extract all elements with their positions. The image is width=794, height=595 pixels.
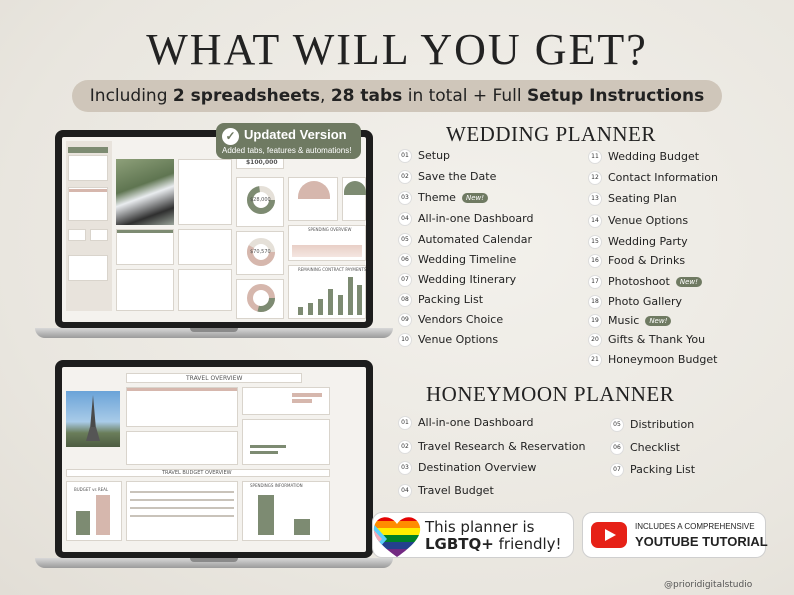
item-label: Photo Gallery: [608, 295, 683, 308]
item-label: Venue Options: [608, 214, 689, 227]
subtitle-text: ,: [320, 86, 331, 106]
item-label: Food & Drinks: [608, 254, 686, 267]
laptop-screen-frame: [55, 130, 373, 328]
list-item: [610, 417, 694, 433]
item-label: Distribution: [630, 418, 695, 431]
real-bar: [96, 495, 110, 535]
budget-table-card: [126, 481, 238, 541]
spending-chart-title: SPENDING OVERVIEW: [308, 227, 352, 232]
payments-chart-title: REMAINING CONTRACT PAYMENTS: [298, 267, 366, 272]
table-row: [130, 507, 234, 509]
check-icon: ✓: [222, 128, 239, 145]
list-item: [398, 292, 483, 308]
item-label: Seating Plan: [608, 192, 677, 205]
item-number: 07: [398, 273, 412, 287]
packing-progress: [250, 451, 278, 454]
new-badge: New!: [676, 277, 702, 287]
item-number: 03: [398, 461, 412, 475]
item-number: 18: [588, 295, 602, 309]
item-number: 11: [588, 150, 602, 164]
lgbtq-line2: friendly!: [493, 535, 562, 553]
list-item: [610, 440, 680, 456]
new-badge: New!: [462, 193, 488, 203]
item-number: 10: [398, 333, 412, 347]
youtube-tutorial-badge: [582, 512, 766, 558]
list-item: [588, 149, 699, 165]
lgbtq-line1: This planner is: [425, 518, 535, 536]
spending-area: [292, 245, 362, 257]
list-item: [398, 272, 516, 288]
category-donut-chart: [246, 283, 276, 313]
item-label: Wedding Budget: [608, 150, 700, 163]
spending-bar: [294, 519, 310, 535]
item-number: 01: [398, 416, 412, 430]
item-number: 16: [588, 254, 602, 268]
packing-progress: [250, 445, 286, 448]
info-header: [117, 230, 173, 233]
general-info-header: [127, 388, 237, 391]
subtitle-text: Including: [89, 86, 173, 106]
item-label: Packing List: [418, 293, 484, 306]
list-item: [588, 294, 682, 310]
item-number: 02: [398, 440, 412, 454]
wedding-planner-title: WEDDING PLANNER: [446, 122, 656, 146]
list-item: [588, 313, 671, 329]
item-number: 07: [610, 463, 624, 477]
item-label: Gifts & Thank You: [608, 333, 706, 346]
contacts-card: [178, 269, 232, 311]
remaining-value: $70,570: [250, 249, 271, 255]
progress-bar: [292, 399, 312, 403]
list-item: [398, 439, 585, 455]
subtitle-bold-spreadsheets: 2 spreadsheets: [172, 86, 321, 106]
contact-card: [126, 431, 238, 465]
list-item: [588, 213, 688, 229]
list-item: [588, 191, 677, 207]
item-label: Wedding Timeline: [418, 253, 517, 266]
item-number: 14: [588, 214, 602, 228]
item-label: Venue Options: [418, 333, 499, 346]
checklist-card: [178, 159, 232, 225]
youtube-play-icon: [591, 522, 627, 548]
spending-info-card: [242, 481, 330, 541]
payment-bar: [298, 307, 303, 315]
list-item: [398, 483, 494, 499]
calendar-card: [68, 155, 108, 181]
youtube-line2: YOUTUBE TUTORIAL: [635, 534, 768, 549]
eiffel-tower-icon: [66, 391, 120, 447]
list-item: [588, 274, 702, 290]
list-item: [588, 332, 705, 348]
list-item: [588, 170, 718, 186]
subtitle-bold-setup: Setup Instructions: [527, 86, 705, 106]
item-label: Vendors Choice: [418, 313, 504, 326]
item-number: 04: [398, 484, 412, 498]
budget-bar: [76, 511, 90, 535]
item-number: 02: [398, 170, 412, 184]
list-item: [398, 252, 516, 268]
item-label: Packing List: [630, 463, 696, 476]
table-row: [130, 491, 234, 493]
badge-subtitle: Added tabs, features & automations!: [222, 146, 352, 155]
item-number: 05: [398, 233, 412, 247]
eiffel-tower-photo: [66, 391, 120, 447]
list-item: [398, 148, 450, 164]
guest-card: [116, 269, 174, 311]
item-label: Automated Calendar: [418, 233, 533, 246]
list-item: [398, 332, 498, 348]
item-label: Photoshoot: [608, 275, 670, 288]
vendors-card: [178, 229, 232, 265]
item-number: 13: [588, 192, 602, 206]
subtitle-pill: [72, 80, 722, 112]
checklist-card: [242, 387, 330, 415]
stat-card: [68, 229, 86, 241]
item-number: 21: [588, 353, 602, 367]
list-item: [588, 352, 717, 368]
item-label: Music: [608, 314, 640, 327]
item-label: Contact Information: [608, 171, 718, 184]
item-label: Wedding Itinerary: [418, 273, 517, 286]
payment-bar: [318, 299, 323, 315]
list-item: [398, 232, 532, 248]
new-badge: New!: [645, 316, 671, 326]
item-number: 06: [610, 441, 624, 455]
countdown-card: [68, 187, 108, 221]
item-number: 01: [398, 149, 412, 163]
item-label: Wedding Party: [608, 235, 688, 248]
list-item: [398, 460, 536, 476]
item-number: 20: [588, 333, 602, 347]
list-item: [398, 415, 533, 431]
payment-bar: [338, 295, 343, 315]
countdown-header: [69, 189, 107, 192]
notes-card: [68, 255, 108, 281]
item-number: 03: [398, 191, 412, 205]
lgbtq-text: [425, 519, 562, 553]
item-label: Theme: [418, 191, 456, 204]
item-number: 15: [588, 235, 602, 249]
list-item: [610, 462, 695, 478]
studio-handle: @prioridigitalstudio: [664, 580, 753, 590]
travel-overview-title: TRAVEL OVERVIEW: [186, 375, 243, 382]
wedding-dashboard-screen: [62, 137, 366, 322]
item-label: All-in-one Dashboard: [418, 416, 534, 429]
budget-overview-title: TRAVEL BUDGET OVERVIEW: [162, 470, 232, 476]
list-item: [398, 169, 496, 185]
item-number: 08: [398, 293, 412, 307]
item-label: Travel Research & Reservation: [418, 440, 586, 453]
item-number: 17: [588, 275, 602, 289]
item-label: All-in-one Dashboard: [418, 212, 534, 225]
honeymoon-dashboard-screen: [62, 367, 366, 552]
lgbtq-badge: [372, 512, 574, 558]
item-label: Setup: [418, 149, 451, 162]
progress-bar: [292, 393, 322, 397]
item-label: Destination Overview: [418, 461, 537, 474]
list-item: [588, 253, 685, 269]
item-number: 04: [398, 212, 412, 226]
badge-title: Updated Version: [244, 127, 347, 142]
payment-bar: [308, 303, 313, 315]
updated-version-badge: [216, 123, 361, 159]
item-label: Save the Date: [418, 170, 497, 183]
subtitle-bold-tabs: 28 tabs: [330, 86, 403, 106]
laptop-notch: [190, 328, 238, 332]
payment-bar: [357, 285, 362, 315]
general-info-card: [126, 387, 238, 427]
spending-bar: [258, 495, 274, 535]
page-title: WHAT WILL YOU GET?: [146, 25, 648, 74]
payment-bar: [348, 277, 353, 315]
item-label: Honeymoon Budget: [608, 353, 718, 366]
paid-value: $28,000: [250, 197, 271, 203]
item-label: Checklist: [630, 441, 680, 454]
couple-photo: [116, 159, 174, 225]
list-item: [588, 234, 688, 250]
packing-card: [242, 419, 330, 465]
rainbow-heart-icon: [371, 513, 423, 559]
item-number: 09: [398, 313, 412, 327]
lgbtq-bold: LGBTQ+: [425, 535, 494, 553]
stat-card: [90, 229, 108, 241]
table-row: [130, 515, 234, 517]
budget-vs-real-title: BUDGET vs REAL: [74, 487, 109, 492]
budget-value: $100,000: [246, 159, 278, 166]
table-row: [130, 499, 234, 501]
list-item: [398, 190, 488, 206]
payment-bar: [328, 289, 333, 315]
item-label: Travel Budget: [418, 484, 494, 497]
spending-info-title: SPENDINGS INFORMATION: [250, 483, 303, 488]
honeymoon-planner-title: HONEYMOON PLANNER: [426, 382, 675, 406]
list-item: [398, 211, 533, 227]
laptop-screen-frame: [55, 360, 373, 558]
item-number: 06: [398, 253, 412, 267]
subtitle-text: in total + Full: [402, 86, 528, 106]
laptop-notch: [190, 558, 238, 562]
info-card: [116, 229, 174, 265]
item-number: 19: [588, 314, 602, 328]
item-number: 05: [610, 418, 624, 432]
youtube-line1: INCLUDES A COMPREHENSIVE: [635, 522, 755, 531]
list-item: [398, 312, 503, 328]
calendar-header: [68, 147, 108, 153]
item-number: 12: [588, 171, 602, 185]
